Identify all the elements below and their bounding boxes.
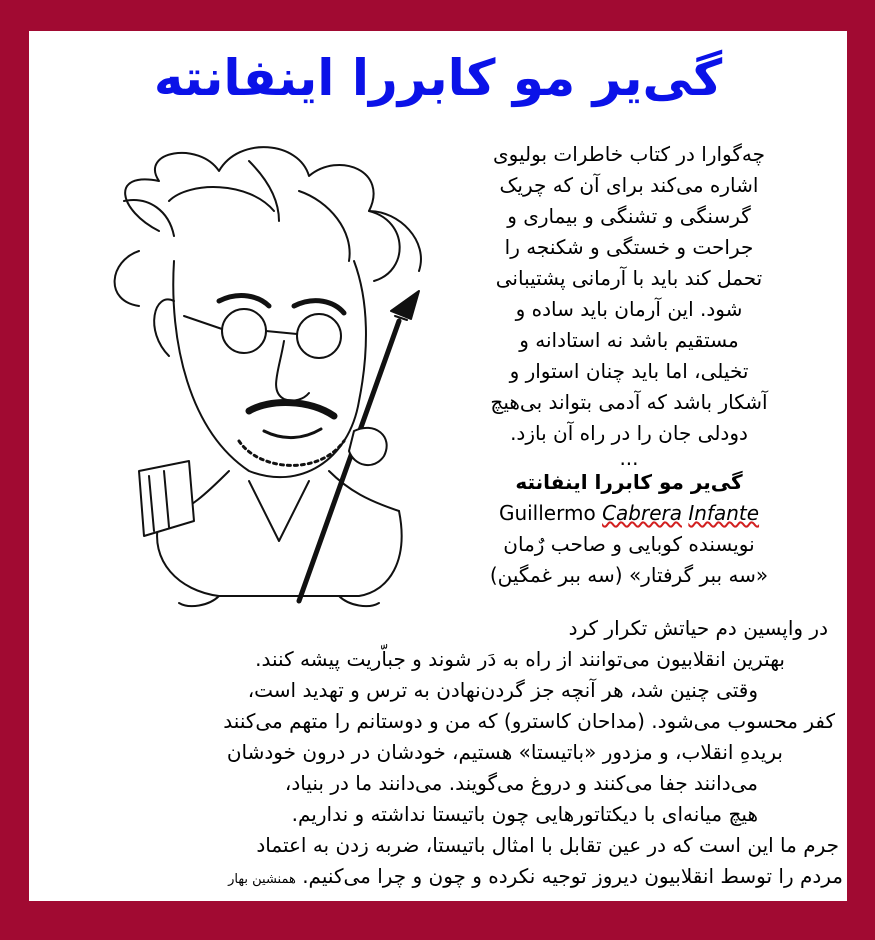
ellipsis: ...: [619, 446, 639, 470]
body-line: بهترین انقلابیون می‌توانند از راه به دَر شوند و جباّریت پیشه کنند.: [255, 647, 785, 671]
body-line: [33, 861, 843, 895]
author-name-persian: گی‌یر مو کابررا اینفانته: [515, 470, 743, 494]
author-first-name: Guillermo: [498, 501, 596, 525]
author-name-latin: [429, 498, 829, 529]
body-line: می‌دانند جفا می‌کنند و دروغ می‌گویند. می‌دانند ما در بنیاد،: [284, 771, 758, 795]
poster-card: [29, 31, 847, 901]
quote-line: شود. این آرمان باید ساده و: [515, 297, 743, 321]
quote-line: جراحت و خستگی و شکنجه را: [504, 235, 754, 259]
body-line: کفر محسوب می‌شود. (مداحان کاسترو) که من و دوستانم را متهم می‌کنند: [223, 709, 835, 733]
author-caricature-illustration: [99, 141, 449, 611]
quote-line: آشکار باشد که آدمی بتواند بی‌هیچ: [490, 390, 768, 414]
quote-line: مستقیم باشد نه استادانه و: [519, 328, 739, 352]
author-description: نویسنده کوبایی و صاحب رٌمان: [503, 532, 755, 556]
body-line: جرم ما این است که در عین تقابل با امثال باتیستا، ضربه زدن به اعتماد: [256, 833, 839, 857]
quote-line: تحمل کند باید با آرمانی پشتیبانی: [495, 266, 763, 290]
quote-line: دودلی جان را در راه آن بازد.: [510, 421, 748, 445]
quote-block: [429, 139, 829, 591]
quote-line: تخیلی، اما باید چنان استوار و: [509, 359, 749, 383]
author-last-name-1: Cabrera: [602, 501, 682, 525]
poster-title: گی‌یر مو کابررا اینفانته: [153, 49, 723, 107]
body-last-line-text: مردم را توسط انقلابیون دیروز توجیه نکرده و چون و چرا می‌کنیم.: [302, 864, 843, 888]
quote-line: گرسنگی و تشنگی و بیماری و: [507, 204, 751, 228]
author-novel: «سه ببر گرفتار» (سه ببر غمگین): [489, 563, 769, 587]
body-line: در واپسین دم حیاتش تکرار کرد: [568, 616, 828, 640]
body-line: بریدهِ انقلاب، و مزدور «باتیستا» هستیم، خودشان در درون خودشان: [226, 740, 783, 764]
body-text-block: [33, 613, 843, 895]
body-line: هیچ میانه‌ای با دیکتاتورهایی چون باتیستا نداشته و نداریم.: [291, 802, 758, 826]
quote-line: چه‌گوارا در کتاب خاطرات بولیوی: [493, 142, 765, 166]
author-last-name-2: Infante: [688, 501, 760, 525]
quote-line: اشاره می‌کند برای آن که چریک: [499, 173, 759, 197]
body-line: وقتی چنین شد، هر آنچه جز گردن‌نهادن به ترس و تهدید است،: [247, 678, 758, 702]
signature: همنشین بهار: [228, 872, 296, 887]
